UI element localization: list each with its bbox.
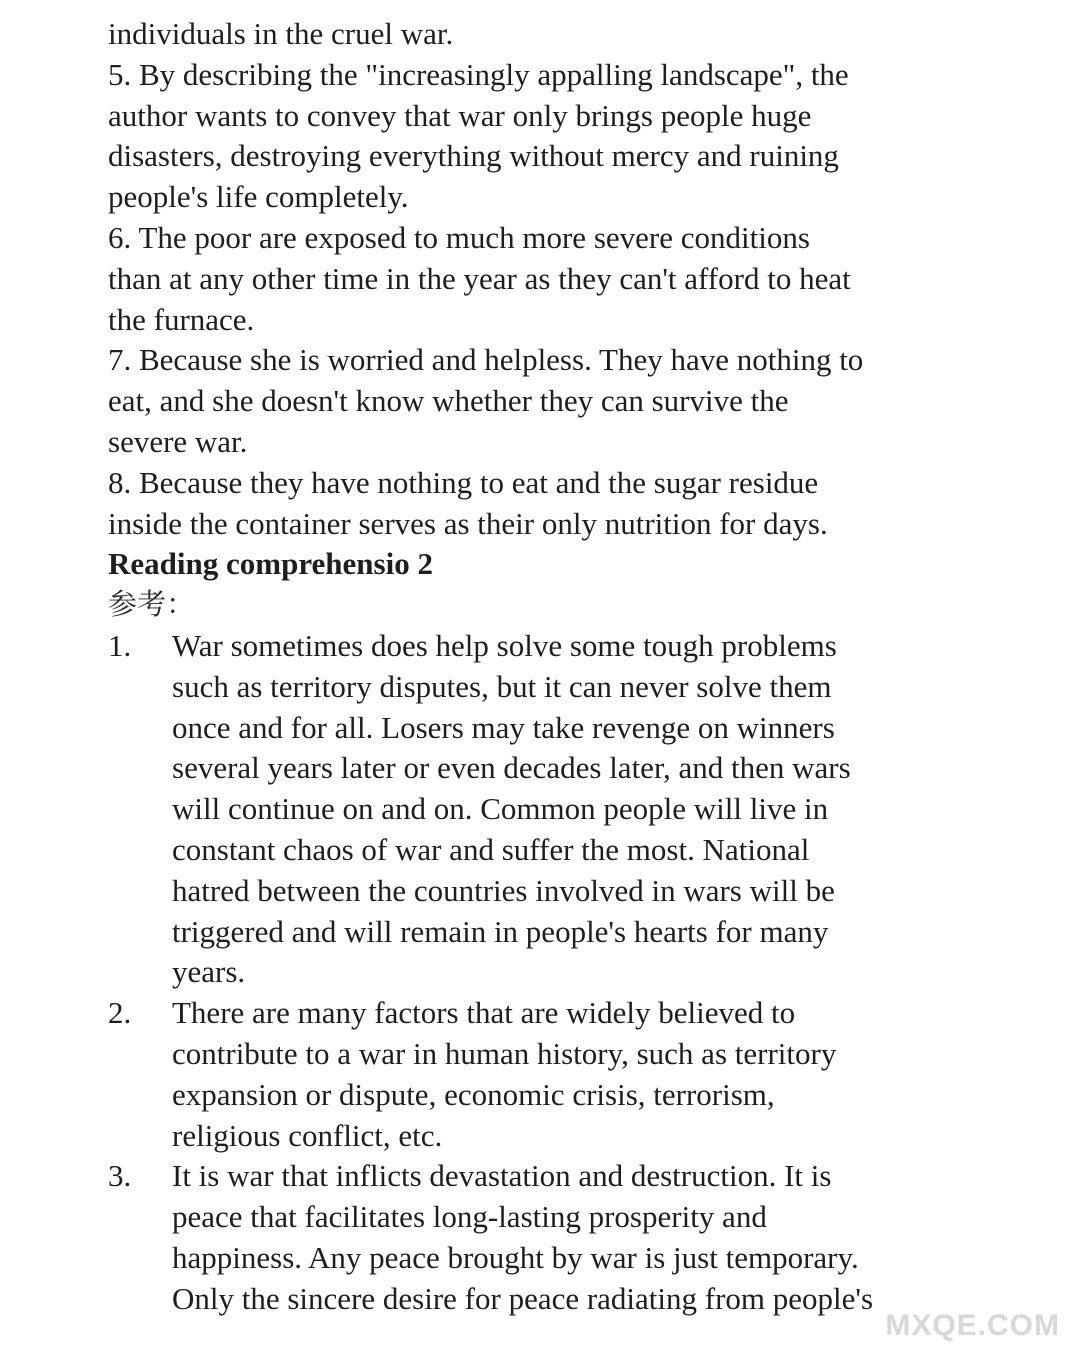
text-line: disasters, destroying everything without mercy and ruining xyxy=(108,138,839,174)
text-line: once and for all. Losers may take revenge on winners xyxy=(172,709,835,745)
text-line: will continue on and on. Common people will live in xyxy=(172,791,829,827)
reference-label: 参考： xyxy=(108,589,196,622)
text-line: years. xyxy=(172,954,246,990)
answer-paragraphs xyxy=(108,14,988,544)
item-number: 3. xyxy=(108,1158,132,1194)
text-line: expansion or dispute, economic crisis, terrorism, xyxy=(172,1076,775,1112)
text-line: the furnace. xyxy=(108,301,255,337)
text-line: than at any other time in the year as they can't afford to heat xyxy=(108,260,851,296)
section-title: Reading comprehensio 2 xyxy=(108,546,433,582)
text-line: peace that facilitates long-lasting prosperity and xyxy=(172,1199,767,1235)
numbered-item xyxy=(108,626,988,993)
text-line: Only the sincere desire for peace radiating from people's xyxy=(172,1280,874,1316)
item-body xyxy=(172,1156,988,1319)
numbered-item xyxy=(108,1156,988,1319)
text-line: triggered and will remain in people's hearts for many xyxy=(172,913,829,949)
text-line: people's life completely. xyxy=(108,179,409,215)
text-line: several years later or even decades later, and then wars xyxy=(172,750,851,786)
numbered-item xyxy=(108,993,988,1156)
text-line: contribute to a war in human history, such as territory xyxy=(172,1035,837,1071)
text-line: religious conflict, etc. xyxy=(172,1117,443,1153)
text-line: hatred between the countries involved in wars will be xyxy=(172,872,835,908)
text-line: It is war that inflicts devastation and destruction. It is xyxy=(172,1158,832,1194)
text-line: eat, and she doesn't know whether they can survive the xyxy=(108,383,789,419)
text-line: inside the container serves as their only nutrition for days. xyxy=(108,505,828,541)
text-line: constant chaos of war and suffer the most. National xyxy=(172,831,810,867)
watermark-text: MXQE.COM xyxy=(885,1309,1060,1342)
numbered-answers xyxy=(108,626,988,1320)
text-line: severe war. xyxy=(108,423,248,459)
text-line: 8. Because they have nothing to eat and the sugar residue xyxy=(108,464,819,500)
text-line: 6. The poor are exposed to much more severe conditions xyxy=(108,219,810,255)
item-body xyxy=(172,626,988,993)
item-number: 2. xyxy=(108,995,132,1031)
item-body xyxy=(172,993,988,1156)
text-line: individuals in the cruel war. xyxy=(108,16,454,51)
item-number: 1. xyxy=(108,627,132,663)
text-line: There are many factors that are widely believed to xyxy=(172,995,796,1031)
text-line: 7. Because she is worried and helpless. They have nothing to xyxy=(108,342,864,378)
text-line: 5. By describing the "increasingly appalling landscape", the xyxy=(108,56,849,92)
text-line: happiness. Any peace brought by war is just temporary. xyxy=(172,1239,859,1275)
text-line: such as territory disputes, but it can never solve them xyxy=(172,668,832,704)
text-line: author wants to convey that war only brings people huge xyxy=(108,97,812,133)
text-line: War sometimes does help solve some tough problems xyxy=(172,627,837,663)
document-page xyxy=(108,14,988,1320)
